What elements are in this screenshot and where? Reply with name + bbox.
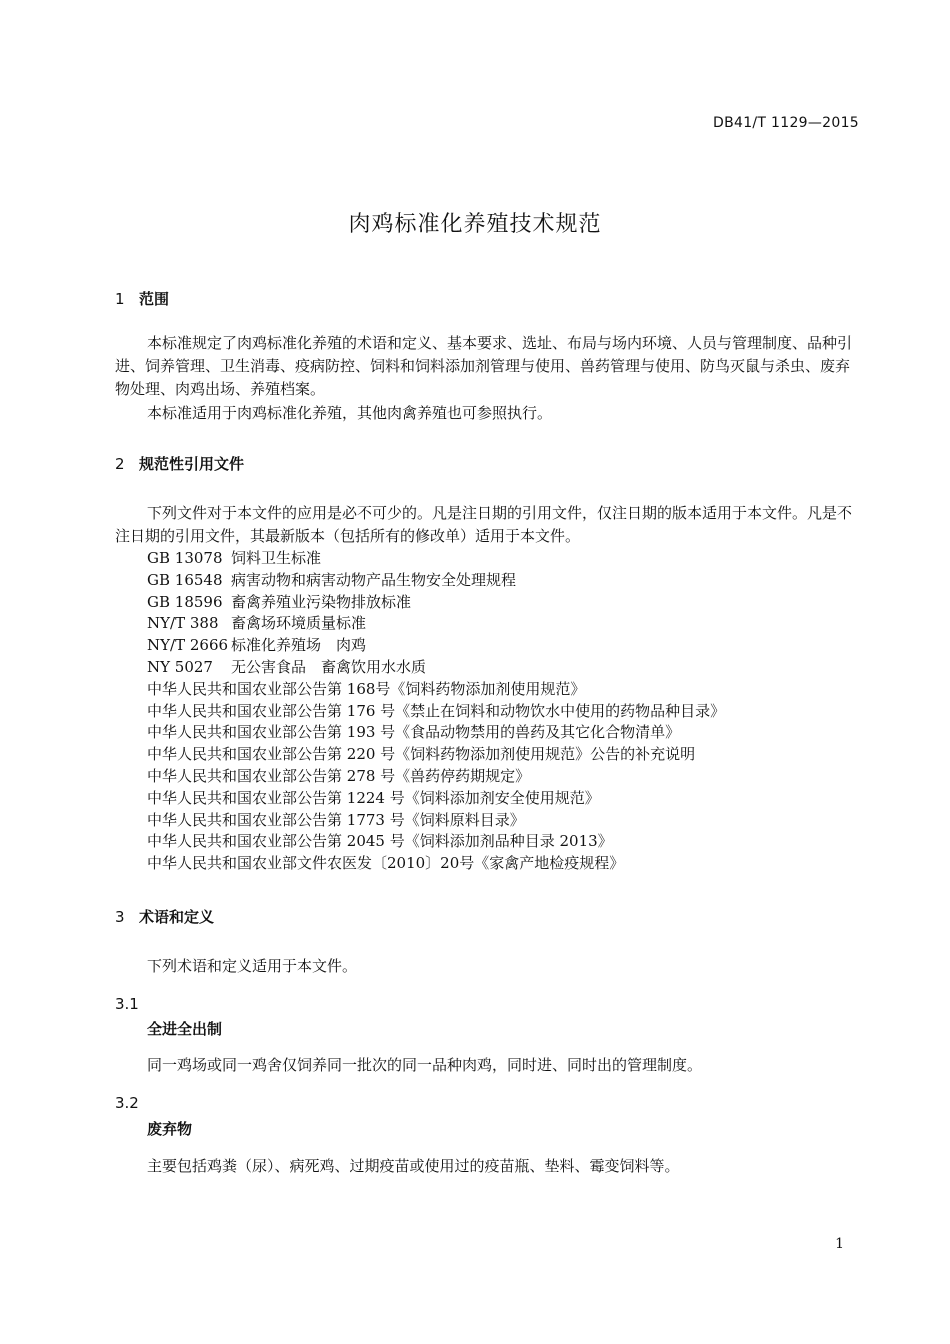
section-number: 3 xyxy=(115,908,125,926)
reference-item xyxy=(147,570,725,592)
term-name: 废弃物 xyxy=(147,1120,193,1138)
reference-title: 中华人民共和国农业部公告第 1224 号《饲料添加剂安全使用规范》 xyxy=(147,788,600,807)
paragraph: 本标准规定了肉鸡标准化养殖的术语和定义、基本要求、选址、布局与场内环境、人员与管理制度、品种引进、饲养管理、卫生消毒、疫病防控、饲料和饲料添加剂管理与使用、兽药管理与使用、防鸟灭鼠与杀虫、废弃物处理、肉鸡出场、养殖档案。 xyxy=(115,334,853,398)
section-heading-normative-references xyxy=(115,453,244,474)
reference-item xyxy=(147,679,725,701)
reference-title: 标准化养殖场 肉鸡 xyxy=(231,636,367,655)
section-heading-terms-definitions xyxy=(115,906,214,927)
reference-code: NY/T 388 xyxy=(147,614,219,633)
paragraph: 下列文件对于本文件的应用是必不可少的。凡是注日期的引用文件，仅注日期的版本适用于本文件。凡是不注日期的引用文件，其最新版本（包括所有的修改单）适用于本文件。 xyxy=(115,504,853,545)
reference-item xyxy=(147,657,725,679)
reference-item xyxy=(147,548,725,570)
reference-item xyxy=(147,635,725,657)
section-title: 术语和定义 xyxy=(139,908,215,926)
reference-title: 无公害食品 畜禽饮用水水质 xyxy=(231,657,427,676)
reference-code: GB 16548 xyxy=(147,570,223,589)
reference-code: NY/T 2666 xyxy=(147,636,229,655)
reference-title: 中华人民共和国农业部公告第 193 号《食品动物禁用的兽药及其它化合物清单》 xyxy=(147,723,681,742)
reference-title: 饲料卫生标准 xyxy=(231,549,322,567)
term-definition: 主要包括鸡粪（尿）、病死鸡、过期疫苗或使用过的疫苗瓶、垫料、霉变饲料等。 xyxy=(147,1157,680,1175)
reference-title: 中华人民共和国农业部文件农医发〔2010〕20号《家禽产地检疫规程》 xyxy=(147,854,625,873)
reference-code: GB 13078 xyxy=(147,549,223,567)
reference-title: 中华人民共和国农业部公告第 176 号《禁止在饲料和动物饮水中使用的药物品种目录》 xyxy=(147,701,726,720)
reference-item xyxy=(147,722,725,744)
reference-title: 中华人民共和国农业部公告第 1773 号《饲料原料目录》 xyxy=(147,810,525,829)
reference-code: NY 5027 xyxy=(147,657,213,676)
page-number: 1 xyxy=(835,1236,844,1252)
section-number: 2 xyxy=(115,455,125,473)
reference-title: 畜禽场环境质量标准 xyxy=(231,614,367,633)
term-definition: 同一鸡场或同一鸡舍仅饲养同一批次的同一品种肉鸡，同时进、同时出的管理制度。 xyxy=(147,1056,703,1074)
section-title: 规范性引用文件 xyxy=(139,455,245,473)
reference-item xyxy=(147,592,725,614)
reference-item xyxy=(147,853,725,875)
reference-item xyxy=(147,744,725,766)
section-number: 1 xyxy=(115,290,125,308)
reference-list xyxy=(147,548,725,875)
page-title: 肉鸡标准化养殖技术规范 xyxy=(348,212,602,237)
section-heading-scope xyxy=(115,288,169,309)
doc-code: DB41/T 1129—2015 xyxy=(713,115,859,131)
reference-code: GB 18596 xyxy=(147,592,223,611)
reference-item xyxy=(147,613,725,635)
term-number: 3.1 xyxy=(115,995,139,1013)
reference-title: 畜禽养殖业污染物排放标准 xyxy=(231,592,412,611)
reference-item xyxy=(147,831,725,853)
reference-item xyxy=(147,766,725,788)
term-name: 全进全出制 xyxy=(147,1020,223,1038)
reference-title: 中华人民共和国农业部公告第 278 号《兽药停药期规定》 xyxy=(147,766,531,785)
paragraph: 下列术语和定义适用于本文件。 xyxy=(147,957,358,975)
reference-title: 病害动物和病害动物产品生物安全处理规程 xyxy=(231,570,517,589)
term-number: 3.2 xyxy=(115,1094,139,1112)
reference-title: 中华人民共和国农业部公告第 168号《饲料药物添加剂使用规范》 xyxy=(147,679,586,698)
reference-title: 中华人民共和国农业部公告第 2045 号《饲料添加剂品种目录 2013》 xyxy=(147,832,613,851)
reference-item xyxy=(147,810,725,832)
paragraph: 本标准适用于肉鸡标准化养殖，其他肉禽养殖也可参照执行。 xyxy=(147,404,553,422)
reference-item xyxy=(147,701,725,723)
section-title: 范围 xyxy=(139,290,170,308)
reference-item xyxy=(147,788,725,810)
reference-title: 中华人民共和国农业部公告第 220 号《饲料药物添加剂使用规范》公告的补充说明 xyxy=(147,745,696,764)
